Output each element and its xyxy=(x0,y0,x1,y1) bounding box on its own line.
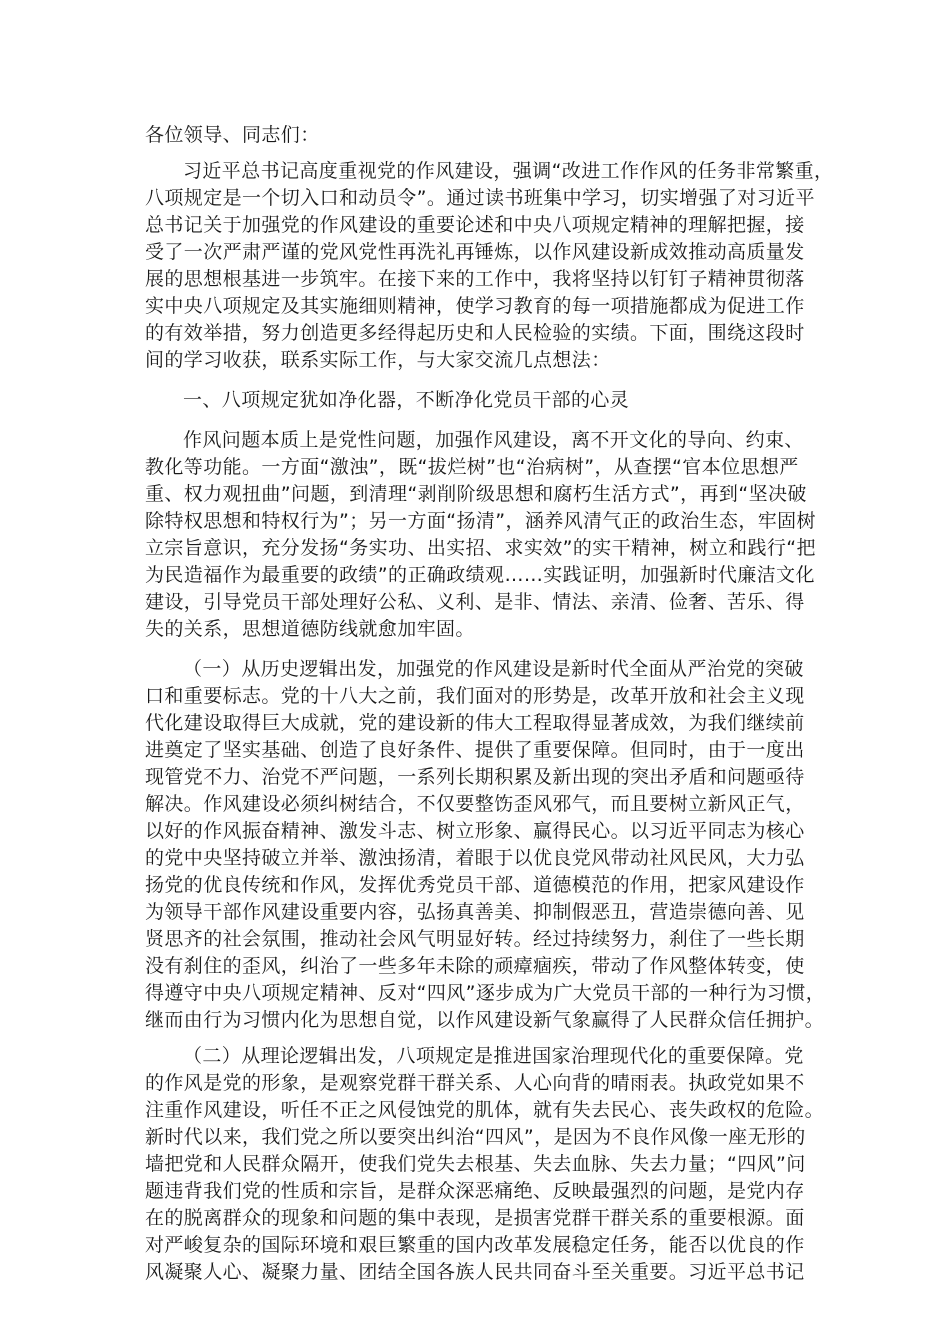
text-line: 题违背我们党的性质和宗旨，是群众深恶痛绝、反映最强烈的问题，是党内存 xyxy=(145,1180,805,1202)
paragraph-intro xyxy=(145,158,834,374)
text-line: 贤思齐的社会氛围，推动社会风气明显好转。经过持续努力，刹住了一些长期 xyxy=(145,928,805,950)
text-line: 注重作风建设，听任不正之风侵蚀党的肌体，就有失去民心、丧失政权的危险。 xyxy=(145,1099,825,1121)
text-line: （二）从理论逻辑出发，八项规定是推进国家治理现代化的重要保障。党 xyxy=(183,1045,804,1067)
text-line: 教化等功能。一方面“激浊”，既“拔烂树”也“治病树”，从查摆“官本位思想严 xyxy=(145,456,799,478)
paragraph-historical-logic xyxy=(145,656,826,1034)
text-line: 继而由行为习惯内化为思想自觉，以作风建设新气象赢得了人民群众信任拥护。 xyxy=(145,1009,825,1031)
text-line: 立宗旨意识，充分发扬“务实功、出实招、求实效”的实干精神，树立和践行“把 xyxy=(145,537,816,559)
text-line: 以好的作风振奋精神、激发斗志、树立形象、赢得民心。以习近平同志为核心 xyxy=(145,820,805,842)
text-line: 的作风是党的形象，是观察党群干群关系、人心向背的晴雨表。执政党如果不 xyxy=(145,1072,805,1094)
text-line: 八项规定是一个切入口和动员令”。通过读书班集中学习，切实增强了对习近平 xyxy=(145,187,815,209)
document-page xyxy=(145,122,834,1286)
paragraph-theoretical-logic xyxy=(145,1043,825,1286)
text-line: 受了一次严肃严谨的党风党性再洗礼再锤炼，以作风建设新成效推动高质量发 xyxy=(145,241,805,263)
text-line: （一）从历史逻辑出发，加强党的作风建设是新时代全面从严治党的突破 xyxy=(183,658,804,680)
text-line: 为民造福作为最重要的政绩”的正确政绩观……实践证明，加强新时代廉洁文化 xyxy=(145,564,815,586)
text-line: 风凝聚人心、凝聚力量、团结全国各族人民共同奋斗至关重要。习近平总书记 xyxy=(145,1261,805,1283)
text-line: 新时代以来，我们党之所以要突出纠治“四风”，是因为不良作风像一座无形的 xyxy=(145,1126,806,1148)
text-line: 现管党不力、治党不严问题，一系列长期积累及新出现的突出矛盾和问题亟待 xyxy=(145,766,805,788)
section-heading xyxy=(145,387,815,414)
heading-line: 一、八项规定犹如净化器，不断净化党员干部的心灵 xyxy=(183,389,630,411)
text-line: 对严峻复杂的国际环境和艰巨繁重的国内改革发展稳定任务，能否以优良的作 xyxy=(145,1234,805,1256)
text-line: 习近平总书记高度重视党的作风建设，强调“改进工作作风的任务非常繁重， xyxy=(183,160,834,182)
text-line: 实中央八项规定及其实施细则精神，使学习教育的每一项措施都成为促进工作 xyxy=(145,295,805,317)
text-line: 失的关系，思想道德防线就愈加牢固。 xyxy=(145,618,475,640)
text-line: 总书记关于加强党的作风建设的重要论述和中央八项规定精神的理解把握，接 xyxy=(145,214,805,236)
text-line: 得遵守中央八项规定精神、反对“四风”逐步成为广大党员干部的一种行为习惯， xyxy=(145,982,826,1004)
text-line: 解决。作风建设必须纠树结合，不仅要整饬歪风邪气，而且要树立新风正气， xyxy=(145,793,805,815)
text-line: 作风问题本质上是党性问题，加强作风建设，离不开文化的导向、约束、 xyxy=(183,429,804,451)
text-line: 除特权思想和特权行为”；另一方面“扬清”，涵养风清气正的政治生态，牢固树 xyxy=(145,510,816,532)
text-line: 的有效举措，努力创造更多经得起历史和人民检验的实绩。下面，围绕这段时 xyxy=(145,322,805,344)
text-line: 重、权力观扭曲”问题，到清理“剥削阶级思想和腐朽生活方式”，再到“坚决破 xyxy=(145,483,807,505)
text-line: 为领导干部作风建设重要内容，弘扬真善美、抑制假恶丑，营造崇德向善、见 xyxy=(145,901,805,923)
text-line: 建设，引导党员干部处理好公私、义利、是非、情法、亲清、俭奢、苦乐、得 xyxy=(145,591,805,613)
text-line: 展的思想根基进一步筑牢。在接下来的工作中，我将坚持以钉钉子精神贯彻落 xyxy=(145,268,805,290)
paragraph-essence xyxy=(145,427,815,643)
text-line: 墙把党和人民群众隔开，使我们党失去根基、失去血脉、失去力量；“四风”问 xyxy=(145,1153,806,1175)
text-line: 扬党的优良传统和作风，发挥优秀党员干部、道德模范的作用，把家风建设作 xyxy=(145,874,805,896)
text-line: 进奠定了坚实基础、创造了良好条件、提供了重要保障。但同时，由于一度出 xyxy=(145,739,805,761)
text-line: 代化建设取得巨大成就，党的建设新的伟大工程取得显著成效，为我们继续前 xyxy=(145,712,805,734)
text-line: 在的脱离群众的现象和问题的集中表现，是损害党群干群关系的重要根源。面 xyxy=(145,1207,805,1229)
text-line: 间的学习收获，联系实际工作，与大家交流几点想法： xyxy=(145,349,611,371)
text-line: 的党中央坚持破立并举、激浊扬清，着眼于以优良党风带动社风民风，大力弘 xyxy=(145,847,805,869)
text-line: 口和重要标志。党的十八大之前，我们面对的形势是，改革开放和社会主义现 xyxy=(145,685,805,707)
greeting: 各位领导、同志们： xyxy=(145,124,320,146)
text-line: 没有刹住的歪风，纠治了一些多年未除的顽瘴痼疾，带动了作风整体转变，使 xyxy=(145,955,805,977)
